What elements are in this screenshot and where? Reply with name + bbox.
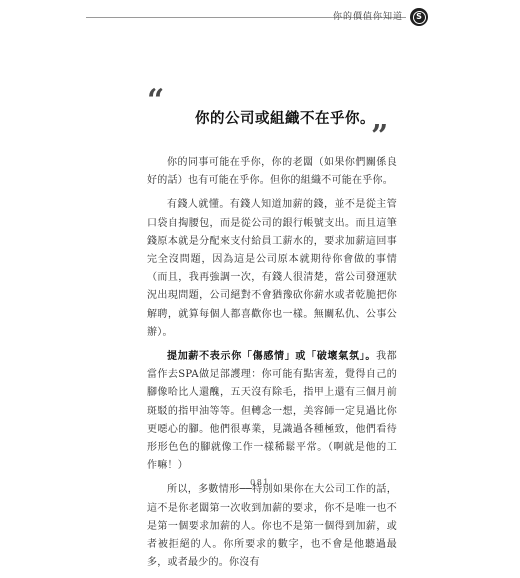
paragraph bbox=[147, 196, 397, 342]
paragraph-text: 你的同事可能在乎你，你的老闆（如果你們關係良好的話）也有可能在乎你。但你的組織不可能在乎你。 bbox=[147, 157, 397, 187]
paragraph bbox=[147, 348, 397, 475]
paragraph-text: 所以，多數情形──特別如果你在大公司工作的話，這不是你老闆第一次收到加薪的要求，你不是唯一也不是第一個要求加薪的人。你也不是第一個得到加薪，或者被拒絕的人。你所要求的數字，也不會是他聽過最多，或者最少的。你沒有 bbox=[147, 484, 397, 569]
paragraph-text: 我都當作去SPA做足部護理：你可能有點害羞，覺得自己的腳像哈比人還醜，五天沒有除毛，指甲上還有三個月前斑駁的指甲油等等。但轉念一想，美容師一定見過比你更噁心的腳。他們很專業，見識過各種極致，他們看待形形色色的腳就像工作一樣稀鬆平常。（啊就是他的工作嘛！） bbox=[147, 351, 398, 472]
body-text bbox=[147, 154, 397, 578]
publisher-logo-icon bbox=[410, 8, 428, 26]
running-title: 你的價值你知道 bbox=[332, 12, 403, 22]
paragraph bbox=[147, 154, 397, 190]
close-quote-mark: ” bbox=[371, 119, 389, 154]
page-number: 081 bbox=[250, 478, 270, 487]
logo-letter: S bbox=[413, 11, 426, 24]
paragraph-text: 有錢人就懂。有錢人知道加薪的錢，並不是從主管口袋自掏腰包，而是從公司的銀行帳號支出。而且這筆錢原本就是分配來支付給員工薪水的，要求加薪這回事完全沒問題，因為這是公司原本就期待你會做的事情（而且，我再強調一次，有錢人很清楚，當公司發運狀況出現問題，公司絕對不會猶豫砍你薪水或者乾脆把你解聘，就算每個人都喜歡你也一樣。無關私仇、公事公辦）。 bbox=[147, 199, 397, 338]
paragraph-bold-lead: 提加薪不表示你「傷感情」或「破壞氣氛」。 bbox=[167, 351, 377, 363]
paragraph bbox=[147, 481, 397, 572]
section-title: 你的公司或組織不在乎你。 bbox=[195, 111, 375, 127]
open-quote-mark: “ bbox=[147, 83, 165, 118]
